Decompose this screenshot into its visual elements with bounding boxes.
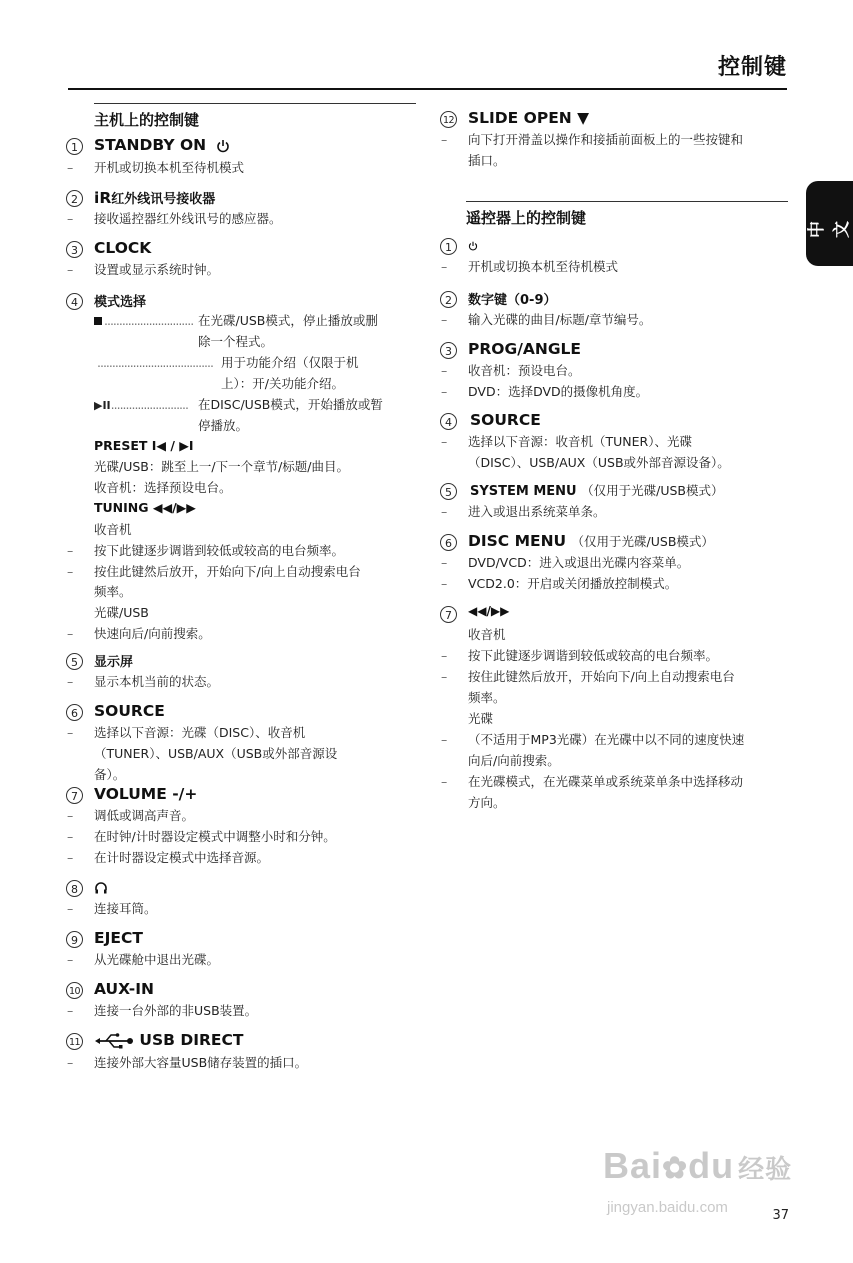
item-title: USB DIRECT: [94, 1031, 243, 1049]
item-number: 11: [66, 1033, 83, 1050]
item-number: 2: [440, 291, 457, 308]
item-title: [468, 236, 478, 254]
page-title: 控制键: [717, 55, 787, 80]
item-number: 12: [440, 111, 457, 128]
tuning-desc: – 快速向后/向前搜索。: [94, 625, 211, 643]
item-number: 5: [440, 483, 457, 500]
item-number: 2: [66, 190, 83, 207]
tuning-desc-cont: 频率。: [94, 584, 132, 599]
paw-icon: ✿: [662, 1152, 689, 1185]
item-desc: – DVD：选择DVD的摄像机角度。: [468, 383, 648, 401]
item-desc-cont: 备）。: [94, 767, 126, 782]
item-title: PROG/ANGLE: [468, 340, 582, 358]
tuning-sub: 光碟/USB: [94, 605, 149, 620]
item-desc: – 开机或切换本机至待机模式: [94, 159, 244, 177]
item-desc: – 选择以下音源：收音机（TUNER）、光碟: [468, 433, 692, 451]
stop-desc: 在光碟/USB模式，停止播放或删: [198, 313, 378, 328]
item-desc: – 收音机：预设电台。: [468, 362, 581, 380]
item-sub: 光碟: [468, 711, 494, 726]
play-desc: 在DISC/USB模式，开始播放或暂: [198, 397, 383, 412]
prev-next-icon: I◀ / ▶I: [151, 438, 194, 453]
headphones-icon: [94, 881, 108, 895]
baidu-watermark: Bai✿du 经验 jingyan.baidu.com: [603, 1145, 793, 1216]
preset-line: 光碟/USB：跳至上一/下一个章节/标题/曲目。: [94, 459, 350, 474]
preset-title: PRESET I◀ / ▶I: [94, 438, 194, 453]
item-number: 4: [440, 413, 457, 430]
demo-desc-2: 上）：开/关功能介绍。: [221, 376, 344, 391]
tuning-title: TUNING ◀◀/▶▶: [94, 500, 196, 515]
item-number: 6: [66, 704, 83, 721]
item-desc-cont: 频率。: [468, 690, 506, 705]
item-number: 3: [440, 342, 457, 359]
item-number: 4: [66, 293, 83, 310]
item-title: SLIDE OPEN ▼: [468, 109, 590, 127]
item-desc: – 按下此键逐步调谐到较低或较高的电台频率。: [468, 647, 718, 665]
power-icon: [216, 139, 230, 153]
item-title: EJECT: [94, 929, 143, 947]
watermark-url: jingyan.baidu.com: [607, 1199, 728, 1216]
item-desc: – 进入或退出系统菜单条。: [468, 503, 606, 521]
demo-row: .......................................: [97, 355, 213, 370]
item-title: STANDBY ON: [94, 136, 230, 154]
item-title: iR红外线讯号接收器: [94, 189, 216, 207]
tuning-desc: – 按住此键然后放开，开始向下/向上自动搜索电台: [94, 563, 361, 581]
item-desc-cont: （DISC）、USB/AUX（USB或外部音源设备）。: [468, 455, 730, 470]
down-arrow-icon: ▼: [577, 109, 590, 127]
item-title: 数字键（0-9）: [468, 293, 557, 308]
item-desc: – 在时钟/计时器设定模式中调整小时和分钟。: [94, 828, 336, 846]
usb-icon: [94, 1033, 134, 1049]
item-desc: – （不适用于MP3光碟）在光碟中以不同的速度快速: [468, 731, 744, 749]
item-desc-cont: （TUNER）、USB/AUX（USB或外部音源设: [94, 746, 338, 761]
play-pause-row: ▶II..........................: [94, 397, 188, 412]
section-rule: [466, 201, 788, 202]
item-desc-cont: 方向。: [468, 795, 506, 810]
item-desc: – 连接外部大容量USB储存装置的插口。: [94, 1054, 307, 1072]
rewind-forward-icon: ◀◀/▶▶: [152, 500, 196, 515]
item-desc: – 选择以下音源：光碟（DISC）、收音机: [94, 724, 305, 742]
item-title: 显示屏: [94, 655, 134, 670]
tuning-desc: – 按下此键逐步调谐到较低或较高的电台频率。: [94, 542, 344, 560]
item-desc: – 向下打开滑盖以操作和接插前面板上的一些按键和: [468, 131, 743, 149]
item-title: 模式选择: [94, 295, 147, 310]
item-desc: – 输入光碟的曲目/标题/章节编号。: [468, 311, 651, 329]
item-title: DISC MENU （仅用于光碟/USB模式）: [468, 532, 714, 550]
preset-line: 收音机：选择预设电台。: [94, 480, 232, 495]
play-desc-2: 停播放。: [198, 418, 249, 433]
header-rule: [68, 88, 787, 90]
stop-icon: [94, 317, 102, 325]
item-title: SOURCE: [470, 411, 541, 429]
item-number: 7: [66, 787, 83, 804]
rewind-forward-icon: ◀◀/▶▶: [468, 604, 510, 618]
item-desc: – 设置或显示系统时钟。: [94, 261, 219, 279]
tuning-sub: 收音机: [94, 522, 132, 537]
stop-row: ..............................: [94, 312, 193, 330]
item-desc: – 开机或切换本机至待机模式: [468, 258, 618, 276]
item-number: 7: [440, 606, 457, 623]
play-pause-icon: ▶II: [94, 399, 111, 412]
section-rule: [94, 103, 416, 104]
item-desc: – DVD/VCD：进入或退出光碟内容菜单。: [468, 554, 689, 572]
stop-desc-2: 除一个程式。: [198, 334, 274, 349]
item-desc: – 从光碟舱中退出光碟。: [94, 951, 219, 969]
item-title: SYSTEM MENU （仅用于光碟/USB模式）: [470, 483, 724, 499]
item-desc: – VCD2.0：开启或关闭播放控制模式。: [468, 575, 677, 593]
power-icon: [468, 241, 478, 251]
item-number: 9: [66, 931, 83, 948]
item-number: 5: [66, 653, 83, 670]
section-title-remote: 遥控器上的控制键: [466, 209, 587, 227]
item-sub: 收音机: [468, 627, 506, 642]
item-desc: – 调低或调高声音。: [94, 807, 194, 825]
language-tab: 中文: [806, 181, 853, 266]
item-title: SOURCE: [94, 702, 165, 720]
item-desc: – 连接耳筒。: [94, 900, 157, 918]
item-desc: – 接收遥控器红外线讯号的感应器。: [94, 210, 282, 228]
item-desc: – 显示本机当前的状态。: [94, 673, 219, 691]
item-title: CLOCK: [94, 239, 152, 257]
item-number: 10: [66, 982, 83, 999]
demo-desc: 用于功能介绍（仅限于机: [221, 355, 359, 370]
item-title: [94, 878, 108, 896]
item-number: 3: [66, 241, 83, 258]
item-number: 1: [66, 138, 83, 155]
item-desc-cont: 插口。: [468, 153, 506, 168]
section-title-main-unit: 主机上的控制键: [94, 111, 200, 129]
item-number: 1: [440, 238, 457, 255]
item-number: 6: [440, 534, 457, 551]
item-title: AUX-IN: [94, 980, 154, 998]
item-desc: – 连接一台外部的非USB装置。: [94, 1002, 257, 1020]
item-desc: – 按住此键然后放开，开始向下/向上自动搜索电台: [468, 668, 735, 686]
page-number: 37: [772, 1208, 789, 1223]
item-desc: – 在光碟模式，在光碟菜单或系统菜单条中选择移动: [468, 773, 743, 791]
item-desc-cont: 向后/向前搜索。: [468, 753, 560, 768]
item-desc: – 在计时器设定模式中选择音源。: [94, 849, 269, 867]
item-number: 8: [66, 880, 83, 897]
item-title: VOLUME -/+: [94, 785, 198, 803]
